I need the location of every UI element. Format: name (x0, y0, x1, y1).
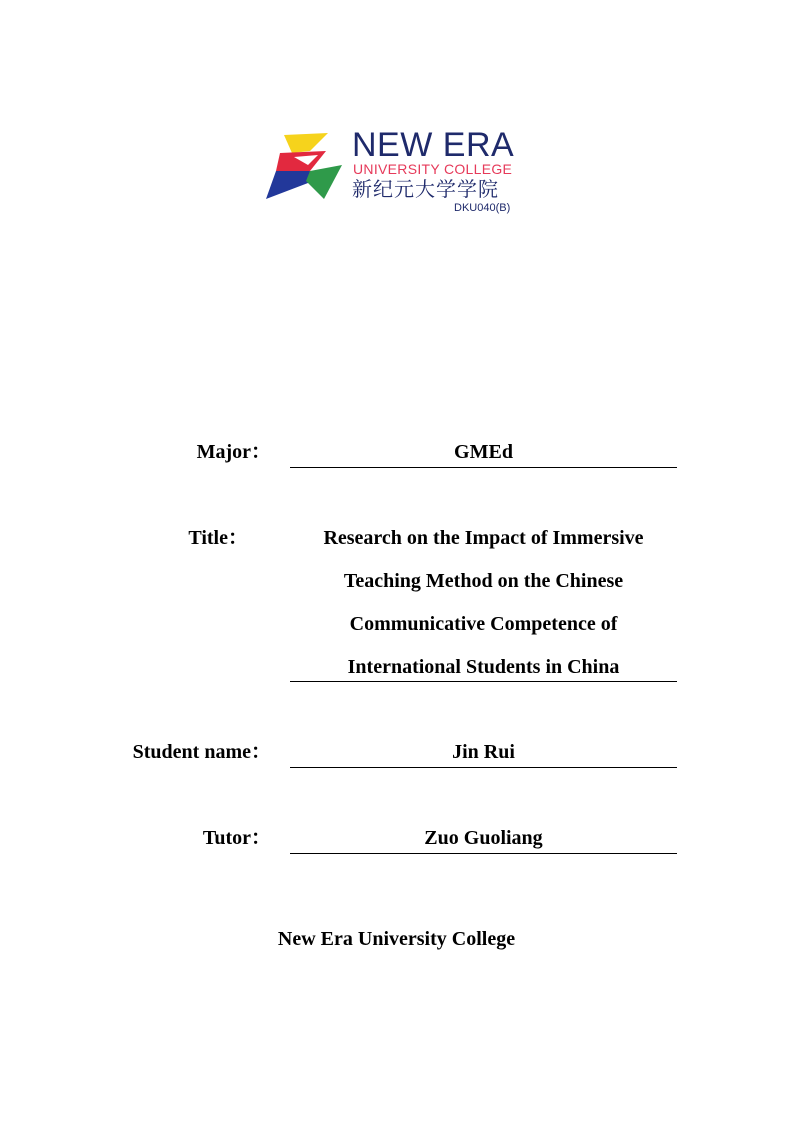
student-name-label: Student name： (132, 741, 271, 763)
title-label: Title： (188, 527, 248, 549)
tutor-value: Zuo Guoliang (424, 827, 543, 849)
tutor-label: Tutor： (202, 827, 271, 849)
major-label: Major： (196, 441, 271, 463)
major-value: GMEd (454, 441, 513, 463)
university-logo (266, 128, 526, 220)
thesis-title-line: Teaching Method on the Chinese (343, 570, 624, 592)
student-name-underline (290, 767, 677, 768)
logo-code: DKU040(B) (454, 202, 511, 214)
logo-subtitle: UNIVERSITY COLLEGE (353, 161, 513, 177)
thesis-title-line: International Students in China (347, 656, 620, 678)
tutor-underline (290, 853, 677, 854)
logo-emblem-icon (266, 131, 350, 201)
thesis-title-line: Communicative Competence of (349, 613, 618, 635)
logo-name: NEW ERA (352, 126, 515, 164)
thesis-title (290, 523, 677, 695)
title-underline (290, 681, 677, 682)
institution-footer: New Era University College (277, 928, 516, 950)
logo-chinese-name: 新纪元大学学院 (352, 177, 499, 201)
thesis-title-line: Research on the Impact of Immersive (323, 527, 644, 549)
student-name-value: Jin Rui (452, 741, 515, 763)
major-underline (290, 467, 677, 468)
